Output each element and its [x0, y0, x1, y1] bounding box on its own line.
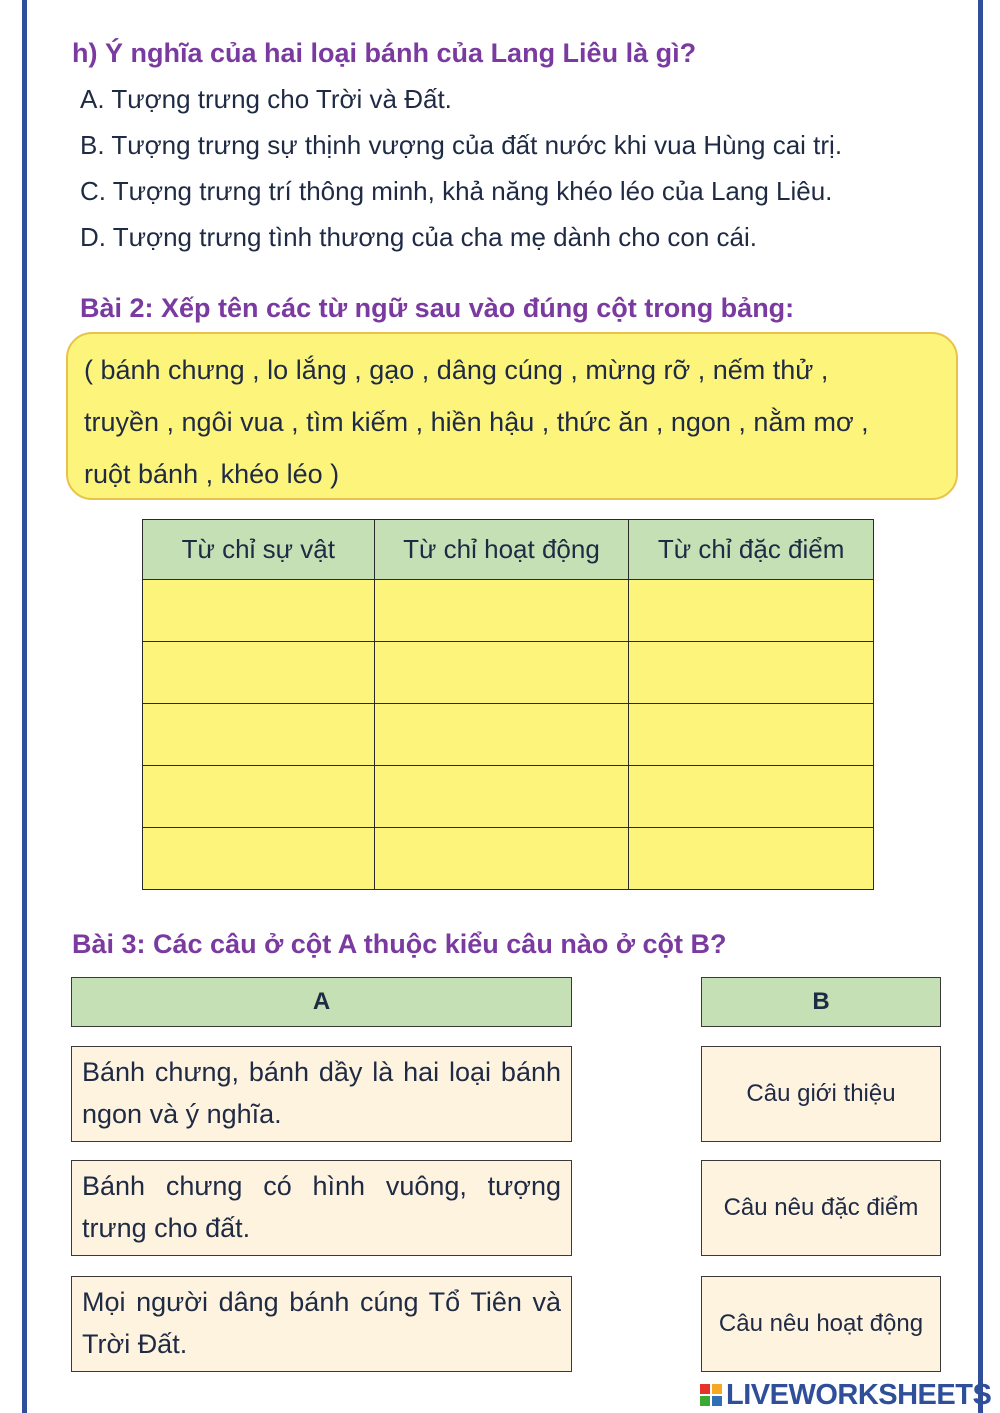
- answer-cell[interactable]: [374, 828, 629, 890]
- answer-cell[interactable]: [374, 642, 629, 704]
- column-a-header: A: [71, 977, 572, 1027]
- table-row: [143, 828, 874, 890]
- word-bank-line: ruột bánh , khéo léo ): [84, 459, 340, 489]
- question-h-title: h) Ý nghĩa của hai loại bánh của Lang Liêu là gì?: [72, 38, 697, 68]
- exercise-2-title: Bài 2: Xếp tên các từ ngữ sau vào đúng cột trong bảng:: [80, 293, 795, 323]
- exercise-3-title: Bài 3: Các câu ở cột A thuộc kiểu câu nào ở cột B?: [72, 929, 727, 959]
- answer-cell[interactable]: [143, 580, 375, 642]
- word-bank-line: truyền , ngôi vua , tìm kiếm , hiền hậu , thức ăn , ngon , nằm mơ ,: [84, 407, 869, 437]
- sentence-type-characteristic[interactable]: Câu nêu đặc điểm: [701, 1160, 941, 1256]
- answer-cell[interactable]: [629, 828, 874, 890]
- table-row: [143, 704, 874, 766]
- sentence-a-2[interactable]: Bánh chưng có hình vuông, tượng trưng cho đất.: [71, 1160, 572, 1256]
- option-a[interactable]: A. Tượng trưng cho Trời và Đất.: [80, 84, 452, 114]
- word-bank-line: ( bánh chưng , lo lắng , gạo , dâng cúng , mừng rỡ , nếm thử ,: [84, 355, 829, 385]
- answer-cell[interactable]: [629, 642, 874, 704]
- answer-cell[interactable]: [143, 704, 375, 766]
- sorting-table: [142, 519, 874, 890]
- liveworksheets-logo: [700, 1380, 991, 1410]
- sentence-type-activity[interactable]: Câu nêu hoạt động: [701, 1276, 941, 1372]
- answer-cell[interactable]: [143, 642, 375, 704]
- page-border-left: [22, 0, 27, 1413]
- sentence-a-3[interactable]: Mọi người dâng bánh cúng Tổ Tiên và Trời Đất.: [71, 1276, 572, 1372]
- answer-cell[interactable]: [374, 704, 629, 766]
- answer-cell[interactable]: [374, 580, 629, 642]
- sentence-type-introduce[interactable]: Câu giới thiệu: [701, 1046, 941, 1142]
- answer-cell[interactable]: [143, 828, 375, 890]
- table-row: [143, 766, 874, 828]
- word-bank: [66, 332, 958, 500]
- answer-cell[interactable]: [629, 580, 874, 642]
- option-b[interactable]: B. Tượng trưng sự thịnh vượng của đất nước khi vua Hùng cai trị.: [80, 130, 843, 160]
- sentence-a-1[interactable]: Bánh chưng, bánh dầy là hai loại bánh ngon và ý nghĩa.: [71, 1046, 572, 1142]
- column-header-things: Từ chỉ sự vật: [143, 520, 375, 580]
- answer-cell[interactable]: [629, 704, 874, 766]
- table-row: [143, 642, 874, 704]
- table-row: [143, 580, 874, 642]
- option-d[interactable]: D. Tượng trưng tình thương của cha mẹ dành cho con cái.: [80, 222, 757, 252]
- option-c[interactable]: C. Tượng trưng trí thông minh, khả năng khéo léo của Lang Liêu.: [80, 176, 833, 206]
- logo-icon: [700, 1384, 722, 1406]
- answer-cell[interactable]: [374, 766, 629, 828]
- column-header-actions: Từ chỉ hoạt động: [374, 520, 629, 580]
- logo-text: LIVEWORKSHEETS: [726, 1378, 992, 1411]
- answer-cell[interactable]: [143, 766, 375, 828]
- answer-cell[interactable]: [629, 766, 874, 828]
- column-header-traits: Từ chỉ đặc điểm: [629, 520, 874, 580]
- page-border-right: [978, 0, 983, 1413]
- column-b-header: B: [701, 977, 941, 1027]
